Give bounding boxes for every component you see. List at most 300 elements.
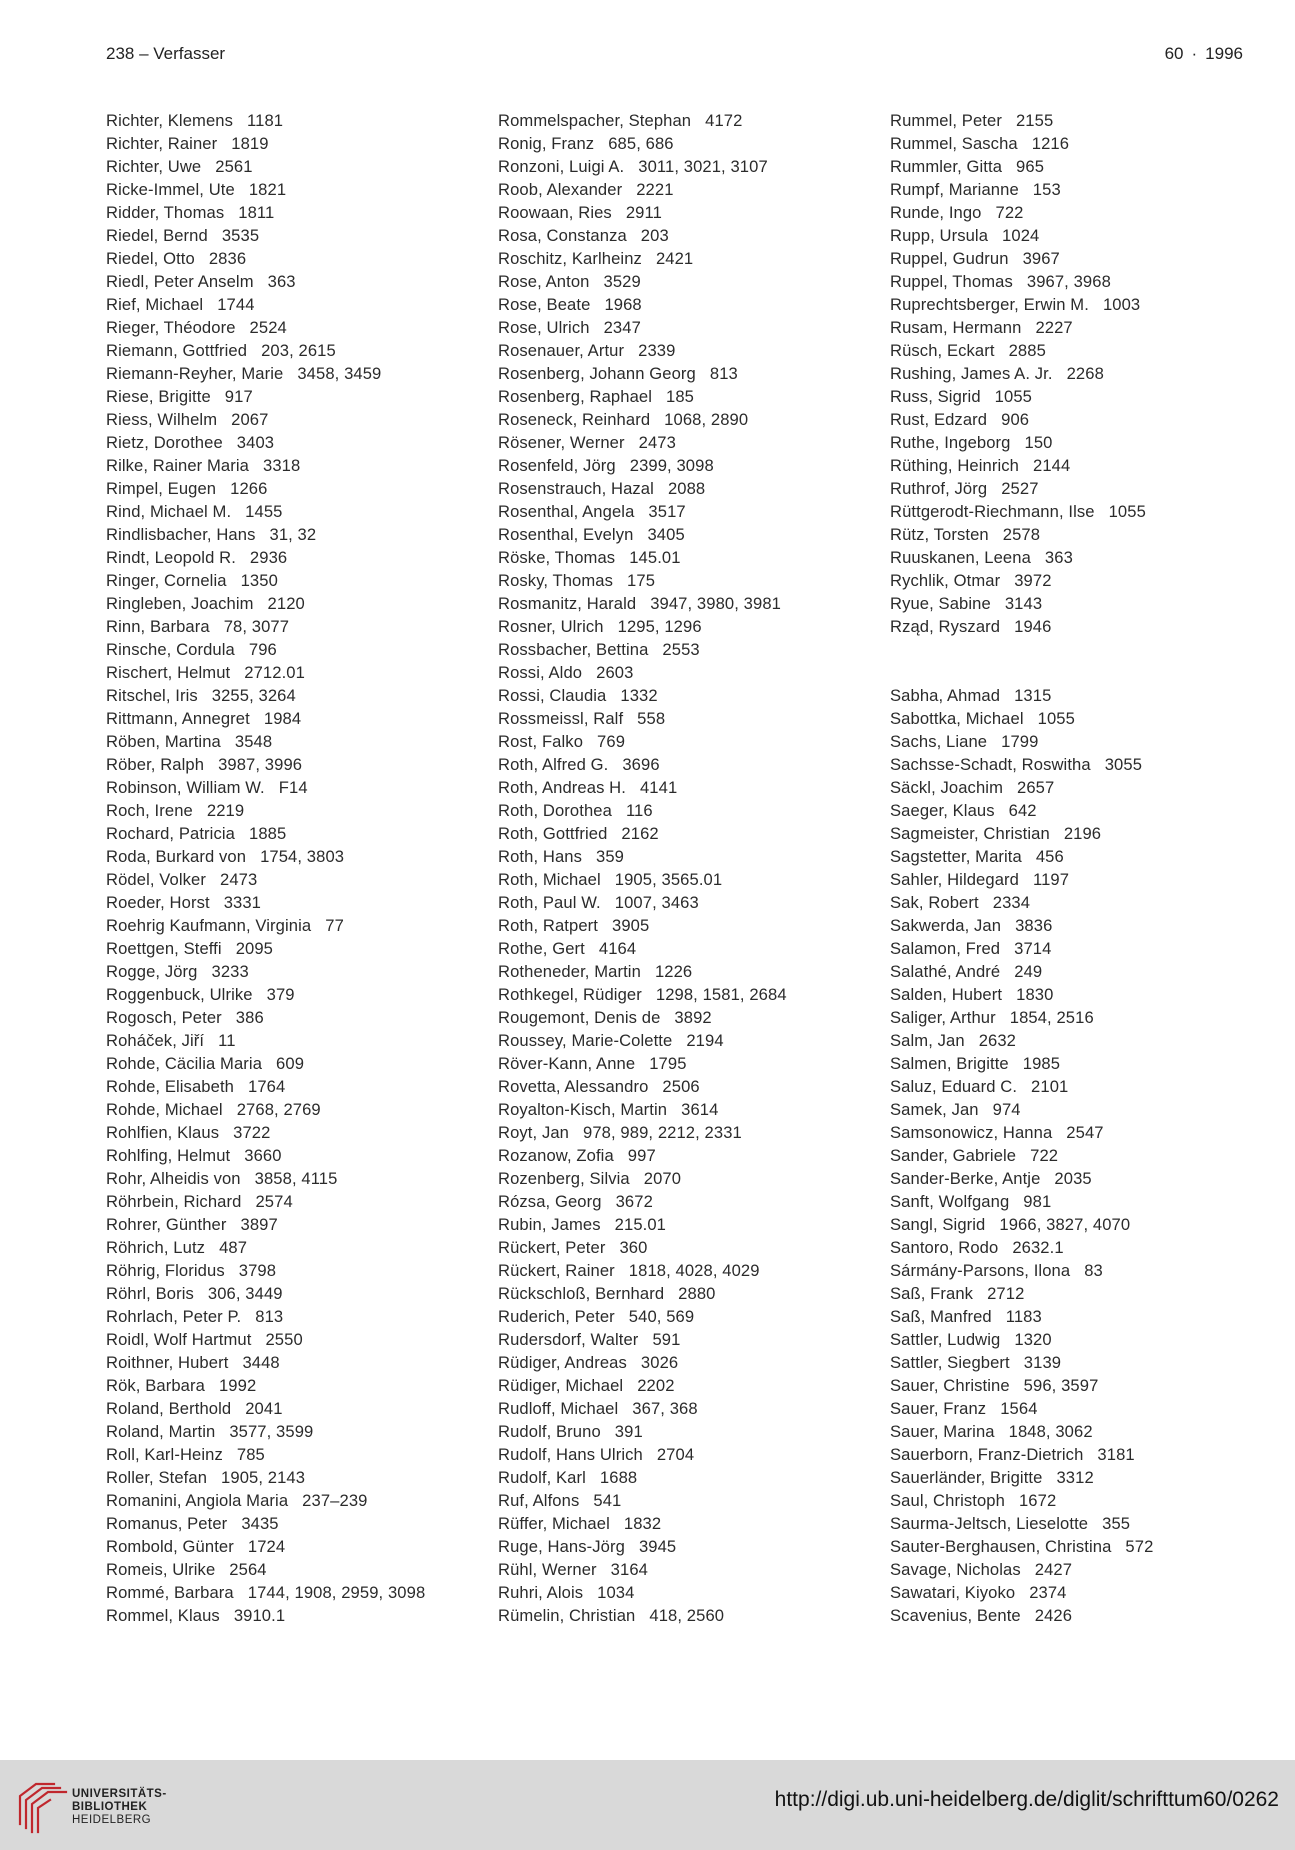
index-entry: [890, 569, 1280, 592]
author-name: Salm, Jan: [890, 1031, 965, 1050]
author-name: Roth, Andreas H.: [498, 778, 626, 797]
index-entry: [106, 1581, 486, 1604]
index-entry: [890, 247, 1280, 270]
entry-numbers: 2506: [662, 1077, 700, 1096]
index-entry: [498, 569, 878, 592]
entry-numbers: 363: [267, 272, 296, 291]
author-name: Rumpf, Marianne: [890, 180, 1019, 199]
index-entry: [498, 1581, 878, 1604]
index-entry: [498, 638, 878, 661]
entry-numbers: 1024: [1002, 226, 1040, 245]
entry-numbers: 3947, 3980, 3981: [650, 594, 781, 613]
author-name: Rosmanitz, Harald: [498, 594, 637, 613]
author-name: Roller, Stefan: [106, 1468, 208, 1487]
author-name: Roll, Karl-Heinz: [106, 1445, 223, 1464]
entry-numbers: 3139: [1023, 1353, 1062, 1372]
entry-numbers: 2219: [206, 801, 245, 820]
author-name: Röver-Kann, Anne: [498, 1054, 636, 1073]
index-entry: [498, 1052, 878, 1075]
entry-numbers: 2421: [655, 249, 694, 268]
author-name: Roth, Michael: [498, 870, 601, 889]
author-name: Ruhri, Alois: [498, 1583, 584, 1602]
entry-numbers: 386: [235, 1008, 264, 1027]
entry-numbers: 2347: [603, 318, 641, 337]
entry-numbers: 2564: [229, 1560, 267, 1579]
index-entry: [498, 1167, 878, 1190]
index-entry: [498, 822, 878, 845]
entry-numbers: 609: [276, 1054, 305, 1073]
author-name: Riemann, Gottfried: [106, 341, 248, 360]
author-name: Ridder, Thomas: [106, 203, 225, 222]
entry-numbers: 3233: [211, 962, 249, 981]
author-name: Roth, Ratpert: [498, 916, 598, 935]
author-name: Rost, Falko: [498, 732, 584, 751]
index-entry: [890, 1420, 1280, 1443]
entry-numbers: 1455: [245, 502, 283, 521]
author-name: Röhrig, Floridus: [106, 1261, 225, 1280]
entry-numbers: 145.01: [629, 548, 681, 567]
index-entry: [890, 592, 1280, 615]
index-entry: [890, 1282, 1280, 1305]
author-name: Rozanow, Zofia: [498, 1146, 614, 1165]
entry-numbers: 2768, 2769: [236, 1100, 321, 1119]
entry-numbers: 3696: [622, 755, 660, 774]
index-entry: [498, 408, 878, 431]
author-name: Ruuskanen, Leena: [890, 548, 1031, 567]
author-name: Röhrl, Boris: [106, 1284, 194, 1303]
entry-numbers: 3011, 3021, 3107: [638, 157, 768, 176]
entry-numbers: 2632: [978, 1031, 1017, 1050]
entry-numbers: 2101: [1031, 1077, 1069, 1096]
author-name: Russ, Sigrid: [890, 387, 981, 406]
index-entry: [498, 1006, 878, 1029]
index-entry: [890, 868, 1280, 891]
index-entry: [106, 799, 486, 822]
author-name: Sagstetter, Marita: [890, 847, 1022, 866]
entry-numbers: 2070: [643, 1169, 682, 1188]
author-name: Sander-Berke, Antje: [890, 1169, 1041, 1188]
author-name: Roth, Gottfried: [498, 824, 608, 843]
index-entry: [890, 799, 1280, 822]
index-entry: [890, 454, 1280, 477]
author-name: Riedel, Otto: [106, 249, 195, 268]
author-name: Sauerländer, Brigitte: [890, 1468, 1043, 1487]
entry-numbers: 2035: [1054, 1169, 1092, 1188]
index-entry: [106, 270, 486, 293]
index-entry: [498, 1121, 878, 1144]
index-entry: [498, 730, 878, 753]
entry-numbers: 1226: [654, 962, 693, 981]
index-entry: [890, 937, 1280, 960]
entry-numbers: 2578: [1002, 525, 1041, 544]
index-entry: [890, 707, 1280, 730]
author-name: Rovetta, Alessandro: [498, 1077, 649, 1096]
entry-numbers: 1266: [230, 479, 268, 498]
index-entry: [498, 293, 878, 316]
index-entry: [498, 983, 878, 1006]
entry-numbers: 2550: [265, 1330, 303, 1349]
entry-numbers: 2473: [220, 870, 258, 889]
author-name: Roussey, Marie-Colette: [498, 1031, 673, 1050]
author-name: Sabottka, Michael: [890, 709, 1024, 728]
index-entry: [498, 523, 878, 546]
author-name: Rind, Michael M.: [106, 502, 232, 521]
entry-numbers: 796: [248, 640, 277, 659]
index-entry: [890, 1167, 1280, 1190]
author-name: Roschitz, Karlheinz: [498, 249, 642, 268]
author-name: Rittmann, Annegret: [106, 709, 250, 728]
index-entry: [498, 799, 878, 822]
index-entry: [106, 1305, 486, 1328]
index-entry: [890, 684, 1280, 707]
entry-numbers: 2836: [208, 249, 247, 268]
index-entry: [890, 1535, 1280, 1558]
entry-numbers: 2162: [621, 824, 659, 843]
entry-numbers: 1332: [620, 686, 658, 705]
entry-numbers: 2911: [625, 203, 662, 222]
author-name: Ruppel, Gudrun: [890, 249, 1009, 268]
author-name: Savage, Nicholas: [890, 1560, 1021, 1579]
entry-numbers: 2120: [267, 594, 305, 613]
entry-numbers: 1724: [247, 1537, 286, 1556]
author-name: Rüdiger, Andreas: [498, 1353, 627, 1372]
index-entry: [498, 1305, 878, 1328]
entry-numbers: 1848, 3062: [1008, 1422, 1093, 1441]
entry-numbers: 2712: [987, 1284, 1025, 1303]
entry-numbers: 175: [627, 571, 656, 590]
entry-numbers: 2088: [667, 479, 706, 498]
index-entry: [498, 385, 878, 408]
entry-numbers: 722: [1030, 1146, 1059, 1165]
entry-numbers: 813: [255, 1307, 284, 1326]
author-name: Ruprechtsberger, Erwin M.: [890, 295, 1089, 314]
index-entry: [106, 1006, 486, 1029]
entry-numbers: 3529: [603, 272, 641, 291]
entry-numbers: 4164: [598, 939, 637, 958]
author-name: Ryue, Sabine: [890, 594, 991, 613]
author-name: Riese, Brigitte: [106, 387, 211, 406]
index-entry: [106, 1328, 486, 1351]
author-name: Rüthing, Heinrich: [890, 456, 1019, 475]
index-entry: [106, 1374, 486, 1397]
index-entry: [106, 1075, 486, 1098]
entry-numbers: 1055: [994, 387, 1032, 406]
author-name: Sangl, Sigrid: [890, 1215, 986, 1234]
author-name: Roowaan, Ries: [498, 203, 612, 222]
author-name: Rosenthal, Angela: [498, 502, 635, 521]
index-entry: [106, 1259, 486, 1282]
author-name: Röhrbein, Richard: [106, 1192, 242, 1211]
index-entry: [498, 178, 878, 201]
index-entry: [106, 1489, 486, 1512]
index-entry: [890, 155, 1280, 178]
author-name: Rochard, Patricia: [106, 824, 235, 843]
entry-numbers: 363: [1044, 548, 1073, 567]
entry-numbers: 2339: [638, 341, 676, 360]
index-entry: [890, 1466, 1280, 1489]
entry-numbers: 1672: [1018, 1491, 1057, 1510]
author-name: Sauer, Christine: [890, 1376, 1010, 1395]
author-name: Sachsse-Schadt, Roswitha: [890, 755, 1091, 774]
index-entry: [106, 1098, 486, 1121]
index-entry: [498, 155, 878, 178]
entry-numbers: 367, 368: [632, 1399, 698, 1418]
entry-numbers: 2712.01: [244, 663, 305, 682]
entry-numbers: 11: [218, 1031, 236, 1050]
author-name: Rohrer, Günther: [106, 1215, 227, 1234]
index-entry: [498, 776, 878, 799]
author-name: Salathé, André: [890, 962, 1001, 981]
index-entry: [498, 201, 878, 224]
author-name: Roidl, Wolf Hartmut: [106, 1330, 252, 1349]
index-entry: [890, 408, 1280, 431]
author-name: Rohlfing, Helmut: [106, 1146, 231, 1165]
author-name: Ringer, Cornelia: [106, 571, 227, 590]
author-name: Rischert, Helmut: [106, 663, 231, 682]
index-entry: [106, 1029, 486, 1052]
entry-numbers: 1821: [248, 180, 287, 199]
author-name: Royalton-Kisch, Martin: [498, 1100, 668, 1119]
letter-group-gap: [890, 638, 1280, 684]
index-entry: [106, 1167, 486, 1190]
entry-numbers: 237–239: [302, 1491, 368, 1510]
entry-numbers: 3055: [1104, 755, 1143, 774]
source-url-link[interactable]: http://digi.ub.uni-heidelberg.de/diglit/schrifttum60/0262: [774, 1788, 1279, 1811]
author-name: Riemann-Reyher, Marie: [106, 364, 284, 383]
entry-numbers: 978, 989, 2212, 2331: [583, 1123, 742, 1142]
library-name-line-2: BIBLIOTHEK: [72, 1801, 148, 1813]
author-name: Saeger, Klaus: [890, 801, 995, 820]
author-name: Richter, Klemens: [106, 111, 234, 130]
entry-numbers: 974: [992, 1100, 1021, 1119]
author-name: Rohde, Cäcilia Maria: [106, 1054, 263, 1073]
index-entry: [106, 776, 486, 799]
author-name: Roth, Alfred G.: [498, 755, 609, 774]
author-name: Rogge, Jörg: [106, 962, 198, 981]
author-name: Rummler, Gitta: [890, 157, 1003, 176]
entry-numbers: 1966, 3827, 4070: [999, 1215, 1131, 1234]
index-entry: [890, 753, 1280, 776]
index-entry: [890, 1144, 1280, 1167]
author-name: Sármány-Parsons, Ilona: [890, 1261, 1071, 1280]
author-name: Riedel, Bernd: [106, 226, 208, 245]
author-name: Sauerborn, Franz-Dietrich: [890, 1445, 1084, 1464]
entry-numbers: 78, 3077: [223, 617, 290, 636]
index-entry: [890, 224, 1280, 247]
entry-numbers: 1818, 4028, 4029: [628, 1261, 760, 1280]
author-name: Ritschel, Iris: [106, 686, 198, 705]
index-entry: [498, 1259, 878, 1282]
author-name: Saul, Christoph: [890, 1491, 1005, 1510]
author-name: Rümelin, Christian: [498, 1606, 636, 1625]
author-name: Rüdiger, Michael: [498, 1376, 624, 1395]
index-entry: [498, 1604, 878, 1627]
author-name: Rohlfien, Klaus: [106, 1123, 220, 1142]
index-entry: [498, 845, 878, 868]
author-name: Sattler, Ludwig: [890, 1330, 1001, 1349]
index-entry: [106, 730, 486, 753]
index-entry: [890, 845, 1280, 868]
entry-numbers: 391: [614, 1422, 643, 1441]
author-name: Ronig, Franz: [498, 134, 595, 153]
index-entry: [890, 1512, 1280, 1535]
index-entry: [106, 1121, 486, 1144]
entry-numbers: 1795: [649, 1054, 687, 1073]
author-name: Rózsa, Georg: [498, 1192, 602, 1211]
entry-numbers: 203, 2615: [261, 341, 336, 360]
index-entry: [890, 1075, 1280, 1098]
index-entry: [498, 500, 878, 523]
entry-numbers: 642: [1008, 801, 1037, 820]
author-name: Roland, Berthold: [106, 1399, 232, 1418]
index-entry: [890, 1190, 1280, 1213]
index-entry: [498, 316, 878, 339]
index-entry: [890, 316, 1280, 339]
author-name: Rushing, James A. Jr.: [890, 364, 1053, 383]
index-entry: [106, 983, 486, 1006]
index-entry: [890, 270, 1280, 293]
entry-numbers: 1320: [1014, 1330, 1052, 1349]
author-name: Ruthe, Ingeborg: [890, 433, 1011, 452]
author-name: Rudolf, Hans Ulrich: [498, 1445, 643, 1464]
index-entry: [498, 1144, 878, 1167]
entry-numbers: 3435: [241, 1514, 279, 1533]
entry-numbers: 2399, 3098: [629, 456, 714, 475]
author-name: Rohde, Michael: [106, 1100, 223, 1119]
index-entry: [106, 408, 486, 431]
year: 1996: [1205, 44, 1243, 63]
entry-numbers: 541: [593, 1491, 622, 1510]
author-name: Runde, Ingo: [890, 203, 982, 222]
author-name: Rossmeissl, Ralf: [498, 709, 624, 728]
index-entry: [106, 707, 486, 730]
index-entry: [106, 638, 486, 661]
author-name: Roháček, Jiří: [106, 1031, 205, 1050]
entry-numbers: 540, 569: [628, 1307, 695, 1326]
author-name: Sawatari, Kiyoko: [890, 1583, 1016, 1602]
author-name: Rothkegel, Rüdiger: [498, 985, 642, 1004]
index-entry: [106, 753, 486, 776]
entry-numbers: 2704: [656, 1445, 695, 1464]
entry-numbers: 116: [625, 801, 653, 820]
author-name: Royt, Jan: [498, 1123, 569, 1142]
index-entry: [890, 500, 1280, 523]
author-name: Roob, Alexander: [498, 180, 623, 199]
entry-numbers: 153: [1032, 180, 1061, 199]
author-name: Rombold, Günter: [106, 1537, 234, 1556]
index-entry: [890, 776, 1280, 799]
index-entry: [890, 960, 1280, 983]
index-entry: [106, 224, 486, 247]
author-name: Rose, Beate: [498, 295, 591, 314]
entry-numbers: 249: [1014, 962, 1043, 981]
author-name: Richter, Rainer: [106, 134, 218, 153]
index-entry: [106, 891, 486, 914]
entry-numbers: 1295, 1296: [617, 617, 702, 636]
author-name: Röben, Martina: [106, 732, 221, 751]
entry-numbers: 1968: [604, 295, 642, 314]
index-column-2: [498, 109, 878, 1627]
entry-numbers: 3405: [647, 525, 685, 544]
entry-numbers: 3026: [640, 1353, 679, 1372]
entry-numbers: 2547: [1066, 1123, 1104, 1142]
entry-numbers: 2632.1: [1012, 1238, 1064, 1257]
author-name: Rosenstrauch, Hazal: [498, 479, 654, 498]
index-entry: [890, 1604, 1280, 1627]
index-entry: [890, 1351, 1280, 1374]
index-column-3: [890, 109, 1280, 1627]
author-name: Rosenauer, Artur: [498, 341, 625, 360]
index-entry: [106, 1213, 486, 1236]
index-entry: [106, 523, 486, 546]
author-name: Roda, Burkard von: [106, 847, 247, 866]
author-name: Sak, Robert: [890, 893, 979, 912]
author-name: Rummel, Peter: [890, 111, 1002, 130]
index-entry: [498, 477, 878, 500]
index-entry: [890, 983, 1280, 1006]
author-name: Sauer, Franz: [890, 1399, 987, 1418]
entry-numbers: 2196: [1063, 824, 1102, 843]
index-entry: [498, 960, 878, 983]
entry-numbers: 2268: [1066, 364, 1104, 383]
author-name: Säckl, Joachim: [890, 778, 1003, 797]
author-name: Rüffer, Michael: [498, 1514, 610, 1533]
index-entry: [890, 431, 1280, 454]
entry-numbers: 813: [709, 364, 738, 383]
index-entry: [890, 1236, 1280, 1259]
index-entry: [498, 132, 878, 155]
author-name: Rosky, Thomas: [498, 571, 614, 590]
index-entry: [106, 937, 486, 960]
index-entry: [498, 1374, 878, 1397]
entry-numbers: 2553: [662, 640, 700, 659]
author-name: Rossbacher, Bettina: [498, 640, 649, 659]
index-entry: [106, 293, 486, 316]
author-name: Sakwerda, Jan: [890, 916, 1002, 935]
entry-numbers: 3798: [238, 1261, 277, 1280]
author-name: Rudloff, Michael: [498, 1399, 619, 1418]
entry-numbers: 1885: [248, 824, 287, 843]
index-entry: [498, 224, 878, 247]
entry-numbers: 1055: [1037, 709, 1075, 728]
entry-numbers: 456: [1035, 847, 1064, 866]
author-name: Rosenfeld, Jörg: [498, 456, 616, 475]
author-name: Rohde, Elisabeth: [106, 1077, 234, 1096]
index-entry: [106, 1604, 486, 1627]
author-name: Richter, Uwe: [106, 157, 202, 176]
author-name: Roseneck, Reinhard: [498, 410, 651, 429]
index-entry: [498, 1351, 878, 1374]
author-name: Rudolf, Bruno: [498, 1422, 601, 1441]
author-name: Rosner, Ulrich: [498, 617, 604, 636]
author-name: Rust, Edzard: [890, 410, 988, 429]
index-entry: [890, 477, 1280, 500]
entry-numbers: 3836: [1015, 916, 1053, 935]
index-entry: [106, 1420, 486, 1443]
entry-numbers: 1003: [1102, 295, 1141, 314]
index-entry: [106, 500, 486, 523]
author-name: Röske, Thomas: [498, 548, 616, 567]
entry-numbers: 355: [1102, 1514, 1131, 1533]
index-entry: [498, 592, 878, 615]
index-entry: [498, 1328, 878, 1351]
entry-numbers: 2885: [1008, 341, 1046, 360]
index-entry: [106, 661, 486, 684]
entry-numbers: 3858, 4115: [254, 1169, 338, 1188]
author-name: Rohrlach, Peter P.: [106, 1307, 242, 1326]
author-name: Rommelspacher, Stephan: [498, 111, 692, 130]
index-entry: [890, 546, 1280, 569]
